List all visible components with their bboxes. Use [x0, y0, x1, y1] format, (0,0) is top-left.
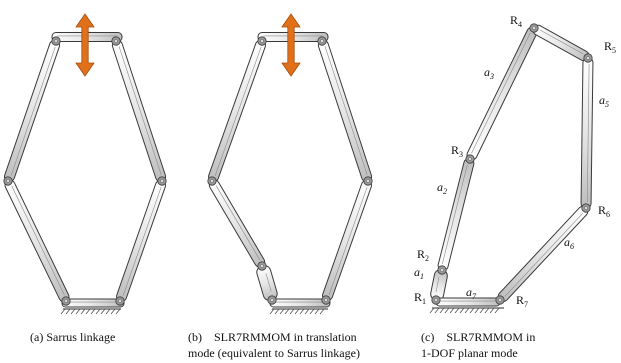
caption-b-line1: (b) SLR7RMMOM in translation — [188, 330, 357, 344]
panel-b-left-short-link — [255, 264, 278, 302]
caption-a-line1: (a) Sarrus linkage — [30, 330, 116, 344]
panel-a-base-plate — [62, 299, 124, 307]
panel-a-joint-5 — [62, 297, 70, 305]
panel-a-joint-4 — [158, 177, 166, 185]
caption-c-line2: 1-DOF planar mode — [421, 346, 518, 360]
panel-a-right-upper-link — [111, 39, 167, 182]
panel-c-joint-r3 — [466, 155, 474, 163]
panel-c-ground — [430, 308, 504, 313]
panel-b-joint-7 — [322, 296, 330, 304]
panel-c-joint-r4 — [530, 24, 538, 32]
panel-c-link-a7 — [436, 298, 500, 306]
panel-a-left-lower-link — [3, 179, 70, 303]
panel-b-joint-2 — [318, 37, 326, 45]
link-label-a2: $a_2$ — [437, 180, 447, 196]
panel-c-link-a4 — [532, 24, 591, 63]
joint-label-r5: $R_5$ — [604, 39, 617, 55]
joint-label-r7: $R_7$ — [516, 293, 529, 309]
panel-a-ground — [61, 309, 121, 314]
panel-c-joint-r2 — [438, 266, 446, 274]
link-label-a6: $a_6$ — [564, 235, 574, 251]
panel-b-motion-arrow — [282, 14, 300, 76]
caption-c-line1: (c) SLR7RMMOM in — [421, 330, 536, 344]
panel-b-ground — [270, 309, 328, 314]
panel-b-joint-1 — [258, 37, 266, 45]
panel-b-left-upper-link — [207, 39, 266, 182]
joint-label-r3: $R_3$ — [451, 143, 464, 159]
panel-c-joint-r5 — [584, 54, 592, 62]
panel-a-right-lower-link — [115, 179, 166, 302]
panel-c-link-a6 — [496, 205, 589, 304]
joint-label-r4: $R_4$ — [510, 13, 523, 29]
panel-c-joint-r7 — [496, 296, 504, 304]
panel-a-joint-6 — [116, 297, 124, 305]
panel-a-motion-arrow — [76, 14, 94, 76]
panel-c-link-a5 — [581, 58, 593, 208]
panel-c-link-a3 — [466, 26, 539, 161]
joint-label-r6: $R_6$ — [598, 203, 611, 219]
panel-a-joint-2 — [112, 37, 120, 45]
link-label-a7: $a_7$ — [466, 285, 476, 301]
panel-b-joint-5 — [258, 262, 266, 270]
panel-c-link-a2 — [437, 158, 475, 271]
panel-b-right-lower-link — [321, 179, 372, 301]
link-label-a3: $a_3$ — [484, 65, 494, 81]
panel-b-joint-4 — [364, 177, 372, 185]
link-label-a5: $a_5$ — [599, 93, 609, 109]
joint-label-r2: $R_2$ — [417, 247, 430, 263]
joint-label-r1: $R_1$ — [414, 290, 427, 306]
panel-b-joint-3 — [208, 177, 216, 185]
panel-c-joint-r6 — [582, 204, 590, 212]
panel-a-joint-1 — [52, 37, 60, 45]
panel-a-joint-3 — [4, 177, 12, 185]
link-label-a1: $a_1$ — [414, 265, 424, 281]
caption-b-line2: mode (equivalent to Sarrus linkage) — [188, 346, 360, 360]
panel-b-base-plate — [270, 299, 330, 307]
panel-c-joint-r1 — [432, 296, 440, 304]
panel-a-left-upper-link — [3, 39, 60, 182]
panel-b-right-upper-link — [317, 39, 373, 182]
panel-c-link-a1 — [430, 269, 449, 302]
panel-b-left-lower-link — [208, 178, 267, 268]
panel-b-joint-6 — [268, 296, 276, 304]
